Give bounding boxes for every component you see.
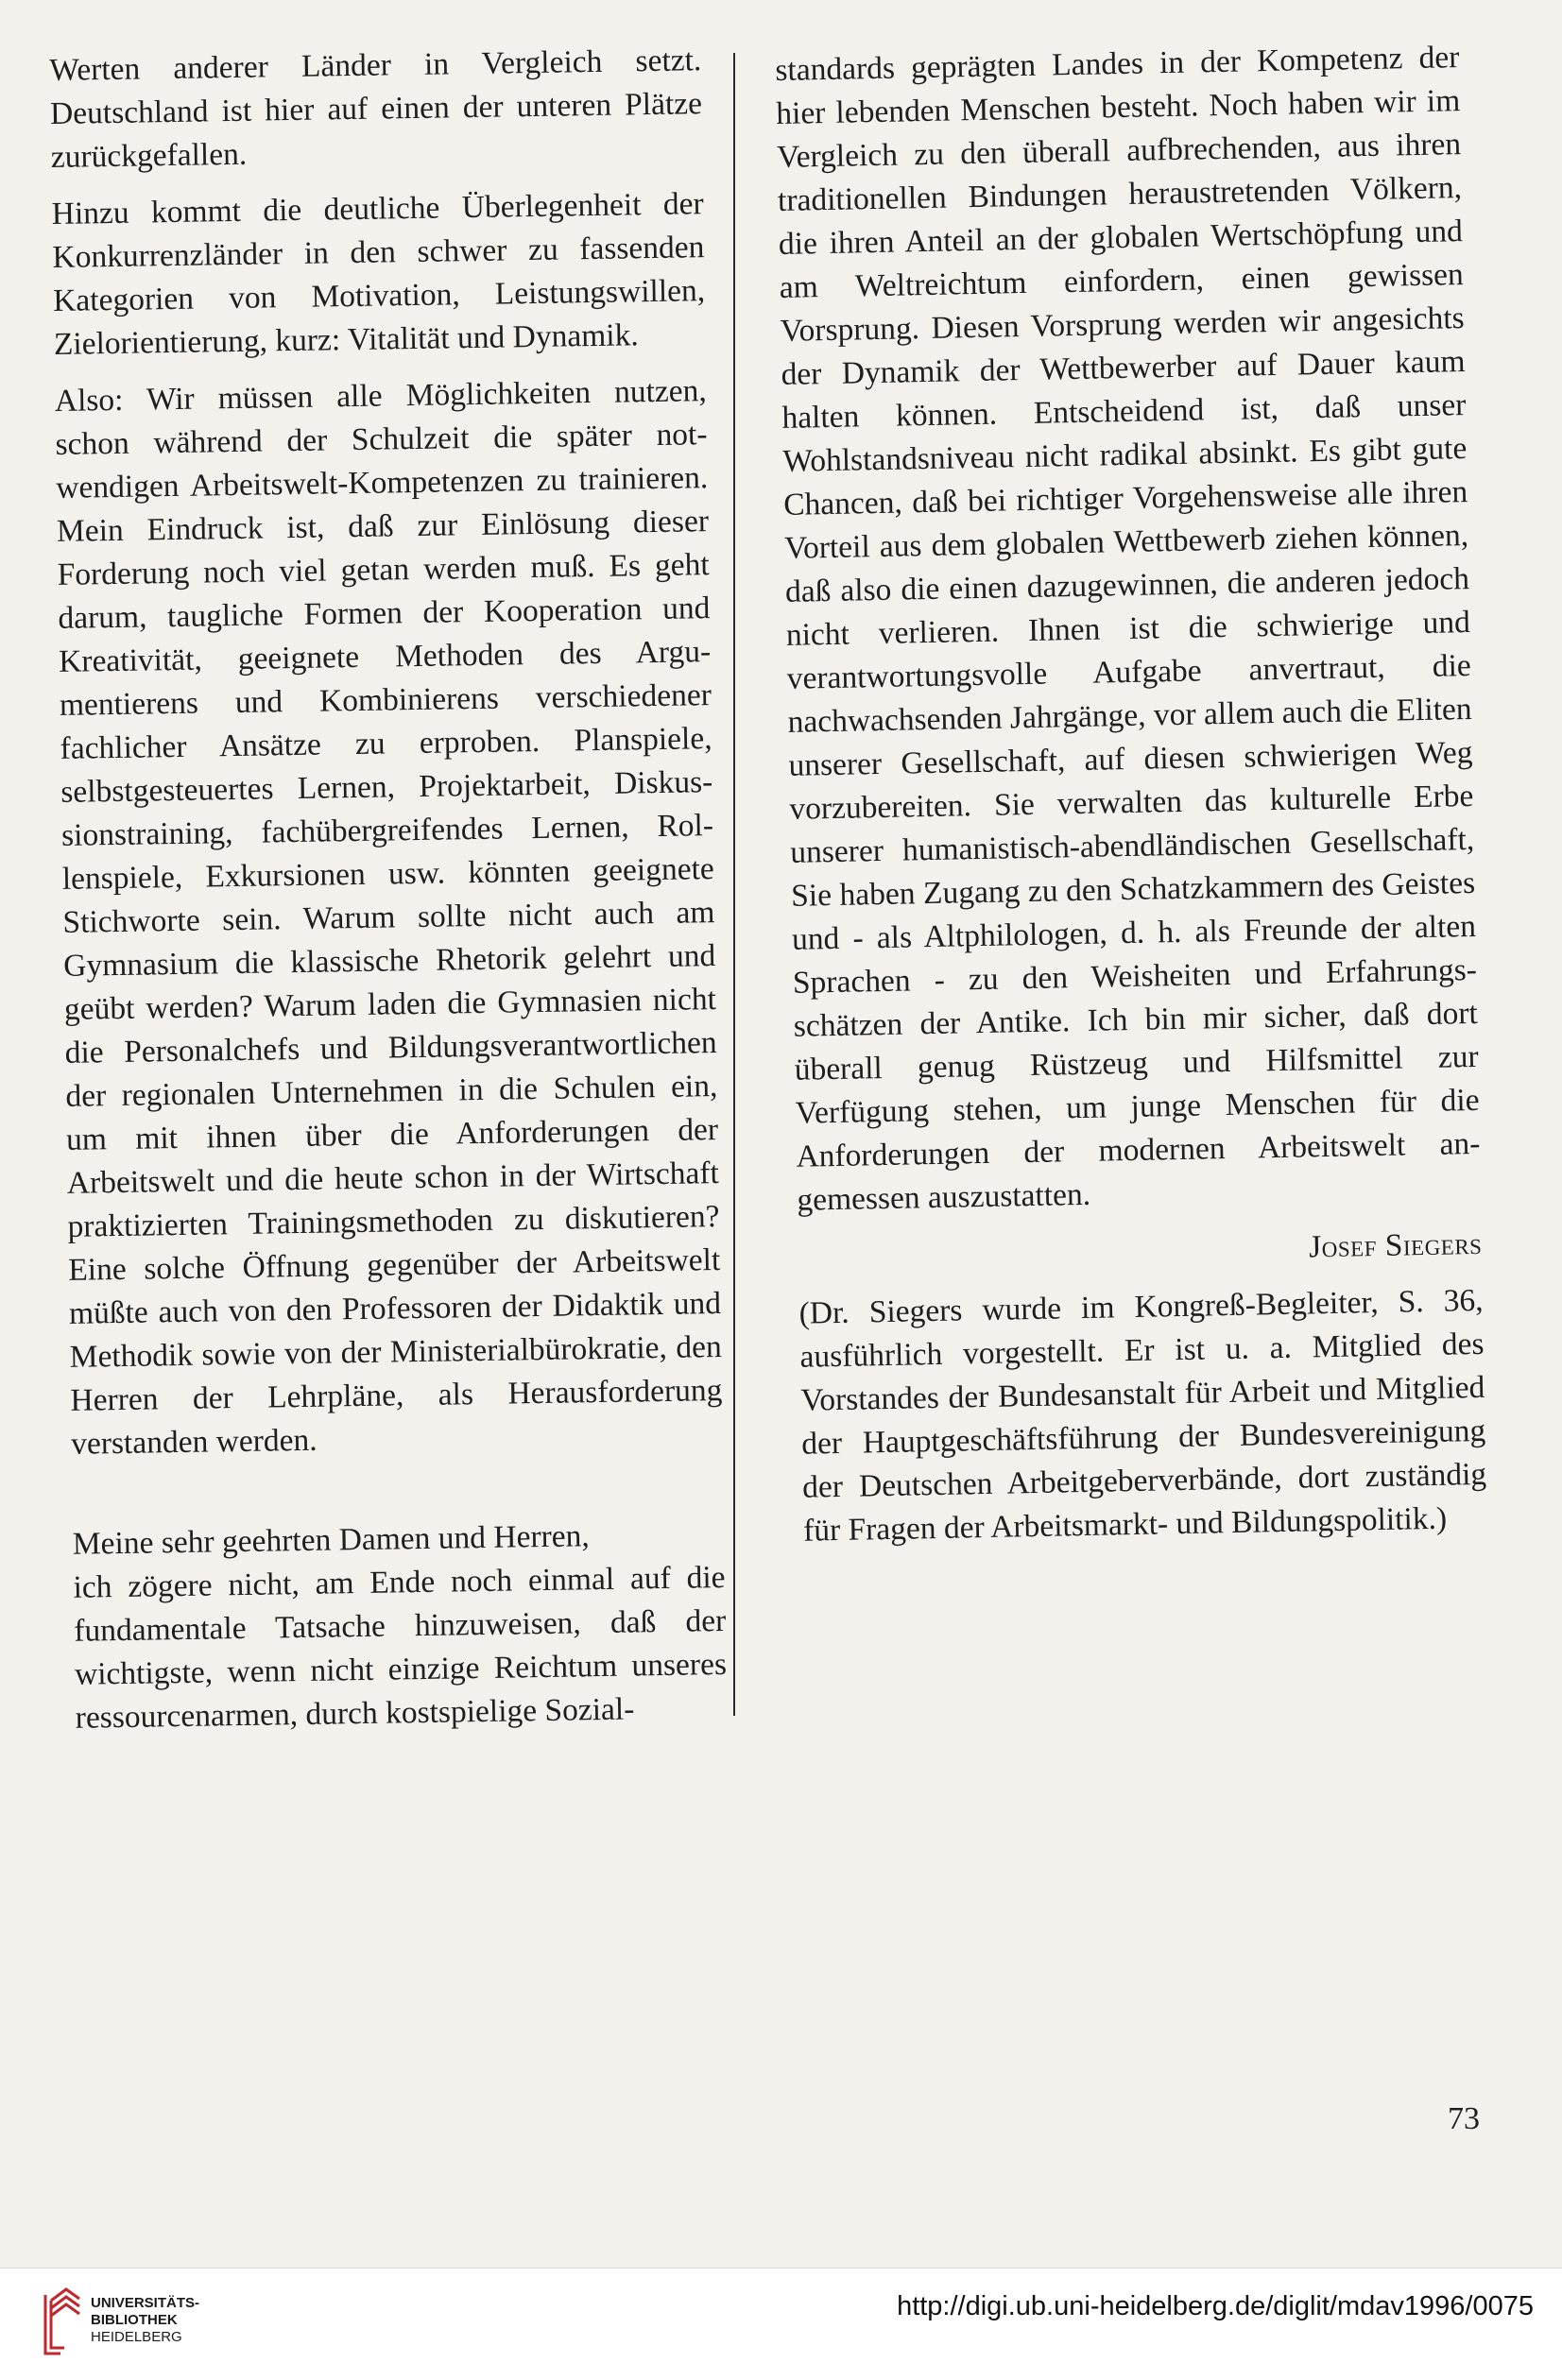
source-url-link[interactable]: http://digi.ub.uni-heidelberg.de/diglit/mdav1996/0075 <box>897 2291 1534 2321</box>
author-note: (Dr. Siegers wurde im Kongreß-Begleiter, S. 36, ausführlich vorgestellt. Er ist u. a. Mitglied des Vorstandes der Bundesanstalt für Arbeit und Mitglied der Hauptgeschäftsführung der Bundesvereinigung der Deutschen Arbeitgeberverbände, dort zuständig für Fragen der Arbeitsmarkt- und Bildungspolitik.) <box>798 1282 1487 1549</box>
page-number: 73 <box>1448 2101 1480 2136</box>
paragraph: Hinzu kommt die deutliche Überlegenheit der Konkurrenzländer in den schwer zu fassenden Kategorien von Motivation, Leistungswillen, Zielorientierung, kurz: Vitalität und Dynamik. <box>51 186 706 362</box>
paragraph: Also: Wir müssen alle Möglichkeiten nutzen, schon während der Schulzeit die später notwendigen Arbeitswelt-Kompetenzen zu trainieren. Mein Eindruck ist, daß zur Einlösung dieser Forderung noch viel getan werden muß. Es geht darum, taugliche Formen der Kooperation und Kreativität, geeignete Methoden des Argumentierens und Kombinierens verschiedener fachlicher Ansätze zu erproben. Planspiele, selbstgesteuertes Lernen, Projektarbeit, Diskussionstraining, fachübergreifendes Lernen, Rollenspiele, Exkursionen usw. könnten geeignete Stichworte sein. Warum sollte nicht auch am Gymnasium die klassische Rhetorik gelehrt und geübt werden? Warum laden die Gymnasien nicht die Personalchefs und Bildungsverantwortlichen der regionalen Unternehmen in die Schulen ein, um mit ihnen über die Anforderungen der Arbeitswelt und die heute schon in der Wirtschaft praktizierten Trainingsmethoden zu diskutieren? Eine solche Öffnung gegenüber der Arbeitswelt müßte auch von den Professoren der Didaktik und Methodik sowie von der Ministerialbürokratie, den Herren der Lehrpläne, als Herausforderung verstanden werden. <box>54 373 723 1462</box>
library-name-line: HEIDELBERG <box>91 2329 182 2345</box>
right-column <box>775 36 1488 1567</box>
left-column <box>49 39 728 1754</box>
paragraph: Werten anderer Länder in Vergleich setzt. Deutschland ist hier auf einen der unteren Plätze zurückgefallen. <box>49 43 703 175</box>
paragraph: standards geprägten Landes in der Kompetenz der hier lebenden Menschen besteht. Noch haben wir im Vergleich zu den überall aufbrechenden, aus ihren traditionellen Bindungen heraustretenden Völkern, die ihren Anteil an der globalen Wertschöpfung und am Weltreichtum einfordern, einen gewissen Vorsprung. Diesen Vorsprung werden wir angesichts der Dynamik der Wettbewerber auf Dauer kaum halten können. Entscheidend ist, daß unser Wohlstandsniveau nicht radikal absinkt. Es gibt gute Chancen, daß bei richtiger Vorgehensweise alle ihren Vorteil aus dem globalen Wettbewerb ziehen können, daß also die einen dazugewinnen, die anderen jedoch nicht verlieren. Ihnen ist die schwierige und verantwortungsvolle Aufgabe anvertraut, die nachwachsenden Jahrgänge, vor allem auch die Eliten unserer Gesellschaft, auf diesen schwierigen Weg vorzubereiten. Sie verwalten das kulturelle Erbe unserer humanistisch-abendländischen Gesellschaft, Sie haben Zugang zu den Schatzkammern des Geistes und - als Altphilologen, d. h. als Freunde der alten Sprachen - zu den Weisheiten und Erfahrungsschätzen der Antike. Ich bin mir sicher, daß dort überall genug Rüstzeug und Hilfsmittel zur Verfügung stehen, um junge Menschen für die Anforderungen der modernen Arbeitswelt angemessen auszustatten. <box>775 40 1481 1218</box>
library-logo-icon <box>38 2286 85 2361</box>
library-name-line: UNIVERSITÄTS- <box>91 2295 200 2311</box>
author-signature: Josef Siegers <box>1308 1225 1483 1265</box>
digitization-footer <box>0 2268 1562 2380</box>
library-name-line: BIBLIOTHEK <box>91 2312 178 2328</box>
library-name <box>91 2295 199 2346</box>
paragraph: ich zögere nicht, am Ende noch einmal auf die fundamentale Tatsache hinzuweisen, daß der wichtigste, wenn nicht einzige Reichtum unseres ressourcenarmen, durch kostspielige Sozial- <box>73 1559 728 1736</box>
column-divider <box>733 53 735 1716</box>
salutation: Meine sehr geehrten Damen und Herren, <box>72 1518 591 1562</box>
